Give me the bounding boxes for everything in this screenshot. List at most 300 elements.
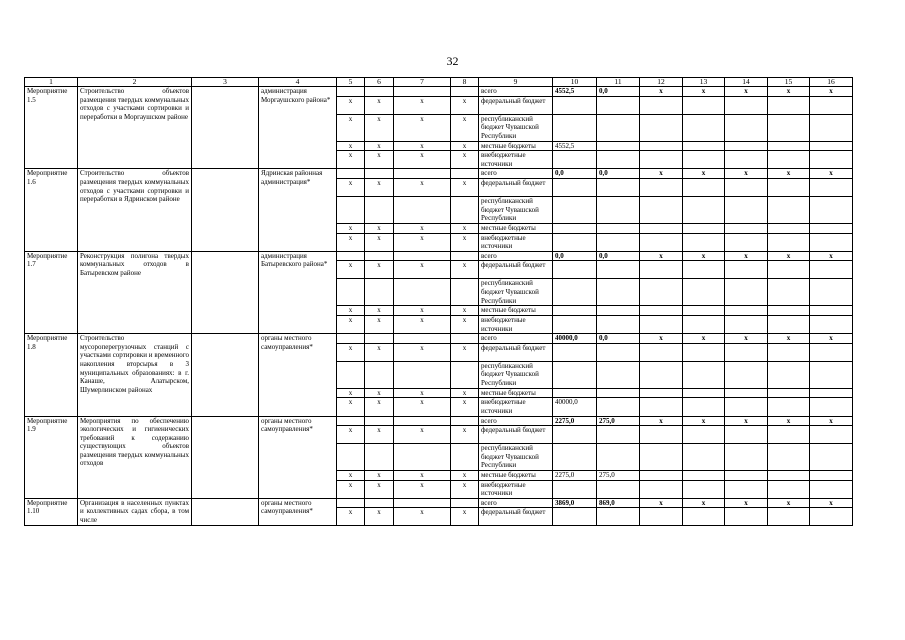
responsible-executor: Ядринская районная администрация* (259, 169, 337, 251)
code-cell (337, 279, 365, 306)
amount-cell (553, 480, 597, 498)
amount-cell (768, 141, 810, 151)
code-cell (365, 444, 394, 471)
code-cell (394, 196, 451, 223)
amount-cell (553, 178, 597, 196)
amount-cell (683, 426, 725, 444)
code-cell: х (451, 306, 479, 316)
amount-cell (725, 471, 768, 481)
amount-cell (640, 306, 683, 316)
amount-cell (553, 279, 597, 306)
measure-id: Мероприятие 1.9 (25, 416, 78, 498)
code-cell: х (394, 233, 451, 251)
amount-cell (597, 426, 640, 444)
amount-cell (768, 388, 810, 398)
amount-cell (597, 279, 640, 306)
code-cell: х (451, 480, 479, 498)
code-cell: х (337, 388, 365, 398)
amount-cell (597, 233, 640, 251)
amount-cell (768, 223, 810, 233)
amount-cell: 0,0 (597, 334, 640, 344)
amount-cell: 2275,0 (553, 471, 597, 481)
amount-cell: х (725, 87, 768, 97)
amount-cell (810, 96, 853, 114)
code-cell: х (394, 114, 451, 141)
amount-cell (768, 361, 810, 388)
code-cell (337, 169, 365, 179)
code-cell: х (394, 471, 451, 481)
amount-cell: х (810, 87, 853, 97)
amount-cell (768, 196, 810, 223)
amount-cell (810, 114, 853, 141)
code-cell (337, 444, 365, 471)
amount-cell (810, 315, 853, 333)
amount-cell (640, 196, 683, 223)
amount-cell (597, 141, 640, 151)
amount-cell (683, 114, 725, 141)
amount-cell (640, 261, 683, 279)
measure-id: Мероприятие 1.8 (25, 334, 78, 416)
amount-cell (768, 233, 810, 251)
amount-cell: х (768, 334, 810, 344)
amount-cell (640, 151, 683, 169)
amount-cell (683, 261, 725, 279)
code-cell: х (394, 480, 451, 498)
amount-cell: х (683, 87, 725, 97)
amount-cell (553, 306, 597, 316)
code-cell: х (337, 306, 365, 316)
funding-source: республиканский бюджет Чувашской Республики (479, 196, 553, 223)
amount-cell (810, 444, 853, 471)
amount-cell (597, 398, 640, 416)
code-cell: х (394, 306, 451, 316)
amount-cell (640, 361, 683, 388)
amount-cell: 0,0 (553, 169, 597, 179)
amount-cell: 4552,5 (553, 87, 597, 97)
code-cell (394, 444, 451, 471)
code-cell (394, 416, 451, 426)
amount-cell (810, 361, 853, 388)
amount-cell: х (810, 416, 853, 426)
amount-cell: 0,0 (597, 251, 640, 261)
amount-cell: х (768, 169, 810, 179)
amount-cell: 275,0 (597, 471, 640, 481)
code-cell: х (365, 508, 394, 526)
amount-cell (597, 315, 640, 333)
code-cell: х (451, 426, 479, 444)
code-cell: х (451, 114, 479, 141)
empty-cell (192, 251, 259, 333)
code-cell (365, 169, 394, 179)
measure-id: Мероприятие 1.7 (25, 251, 78, 333)
code-cell: х (451, 178, 479, 196)
measure-name: Организация в населенных пунктах и коллективных садах сбора, в том числе (78, 498, 192, 526)
amount-cell (553, 343, 597, 361)
measure-id: Мероприятие 1.6 (25, 169, 78, 251)
code-cell: х (394, 343, 451, 361)
code-cell: х (451, 141, 479, 151)
column-number: 16 (810, 78, 853, 87)
amount-cell (683, 141, 725, 151)
code-cell: х (394, 151, 451, 169)
code-cell (337, 361, 365, 388)
amount-cell (725, 315, 768, 333)
amount-cell (683, 444, 725, 471)
amount-cell (640, 279, 683, 306)
funding-source: всего (479, 87, 553, 97)
amount-cell (768, 444, 810, 471)
amount-cell (640, 480, 683, 498)
table-row (25, 416, 853, 426)
amount-cell (597, 444, 640, 471)
amount-cell: х (810, 498, 853, 508)
amount-cell: х (810, 251, 853, 261)
amount-cell (683, 233, 725, 251)
amount-cell (683, 398, 725, 416)
amount-cell (597, 151, 640, 169)
amount-cell (597, 178, 640, 196)
amount-cell (725, 444, 768, 471)
code-cell (337, 416, 365, 426)
code-cell: х (337, 141, 365, 151)
amount-cell: х (810, 334, 853, 344)
amount-cell (640, 426, 683, 444)
amount-cell: х (768, 251, 810, 261)
code-cell (394, 279, 451, 306)
code-cell (365, 87, 394, 97)
amount-cell (553, 196, 597, 223)
code-cell: х (365, 151, 394, 169)
amount-cell (725, 398, 768, 416)
code-cell: х (451, 315, 479, 333)
table-row (25, 87, 853, 97)
column-number: 5 (337, 78, 365, 87)
code-cell (451, 87, 479, 97)
empty-cell (192, 87, 259, 169)
amount-cell (810, 141, 853, 151)
amount-cell (683, 306, 725, 316)
amount-cell (640, 508, 683, 526)
amount-cell (683, 279, 725, 306)
column-number: 10 (553, 78, 597, 87)
code-cell: х (337, 261, 365, 279)
code-cell: х (365, 141, 394, 151)
responsible-executor: администрация Моргаушского района* (259, 87, 337, 169)
amount-cell (553, 114, 597, 141)
column-number-row (25, 78, 853, 87)
amount-cell (768, 151, 810, 169)
amount-cell (725, 178, 768, 196)
funding-source: всего (479, 498, 553, 508)
amount-cell (553, 426, 597, 444)
table-row (25, 498, 853, 508)
code-cell: х (394, 315, 451, 333)
amount-cell: 40000,0 (553, 334, 597, 344)
code-cell: х (451, 508, 479, 526)
amount-cell (725, 261, 768, 279)
amount-cell (768, 315, 810, 333)
amount-cell (683, 361, 725, 388)
amount-cell (640, 233, 683, 251)
funding-source: республиканский бюджет Чувашской Республики (479, 444, 553, 471)
amount-cell (683, 315, 725, 333)
code-cell: х (394, 96, 451, 114)
amount-cell (683, 471, 725, 481)
measure-id: Мероприятие 1.5 (25, 87, 78, 169)
code-cell: х (394, 388, 451, 398)
column-number: 11 (597, 78, 640, 87)
amount-cell (725, 151, 768, 169)
code-cell: х (365, 471, 394, 481)
amount-cell (683, 388, 725, 398)
amount-cell (768, 261, 810, 279)
column-number: 14 (725, 78, 768, 87)
funding-source: республиканский бюджет Чувашской Республики (479, 114, 553, 141)
amount-cell (597, 343, 640, 361)
code-cell (451, 251, 479, 261)
amount-cell (640, 343, 683, 361)
code-cell (394, 498, 451, 508)
code-cell (451, 334, 479, 344)
amount-cell (725, 96, 768, 114)
code-cell: х (337, 471, 365, 481)
code-cell: х (394, 261, 451, 279)
empty-cell (192, 169, 259, 251)
amount-cell (640, 471, 683, 481)
amount-cell: 275,0 (597, 416, 640, 426)
amount-cell: 0,0 (597, 169, 640, 179)
amount-cell (553, 96, 597, 114)
code-cell: х (365, 114, 394, 141)
amount-cell (597, 361, 640, 388)
table-row (25, 169, 853, 179)
table-row (25, 334, 853, 344)
code-cell: х (451, 471, 479, 481)
funding-source: всего (479, 416, 553, 426)
responsible-executor: органы местного самоуправления* (259, 498, 337, 526)
measure-name: Реконструкция полигона твердых коммунальных отходов в Батыревском районе (78, 251, 192, 333)
amount-cell (810, 426, 853, 444)
funding-source: федеральный бюджет (479, 426, 553, 444)
code-cell: х (337, 178, 365, 196)
code-cell (451, 498, 479, 508)
amount-cell (768, 480, 810, 498)
amount-cell: х (683, 416, 725, 426)
amount-cell (768, 114, 810, 141)
amount-cell (725, 343, 768, 361)
code-cell: х (394, 178, 451, 196)
code-cell: х (337, 151, 365, 169)
amount-cell: х (640, 498, 683, 508)
empty-cell (192, 498, 259, 526)
amount-cell (810, 306, 853, 316)
amount-cell (683, 96, 725, 114)
code-cell (394, 334, 451, 344)
code-cell (451, 444, 479, 471)
amount-cell (725, 196, 768, 223)
amount-cell (725, 114, 768, 141)
funding-source: внебюджетные источники (479, 315, 553, 333)
amount-cell (553, 233, 597, 251)
code-cell: х (451, 261, 479, 279)
funding-source: внебюджетные источники (479, 398, 553, 416)
column-number: 12 (640, 78, 683, 87)
amount-cell (553, 361, 597, 388)
amount-cell (725, 426, 768, 444)
code-cell (337, 498, 365, 508)
amount-cell (683, 178, 725, 196)
amount-cell (597, 96, 640, 114)
measure-name: Строительство мусороперегрузочных станций с участками сортировки и временного накопления вторсырья в 3 муниципальных образованиях: в г. Канаше, Алатырском, Шумерлинском районах (78, 334, 192, 416)
amount-cell (768, 471, 810, 481)
amount-cell (725, 361, 768, 388)
amount-cell (640, 96, 683, 114)
amount-cell (553, 444, 597, 471)
amount-cell: х (683, 334, 725, 344)
funding-source: всего (479, 334, 553, 344)
amount-cell (768, 426, 810, 444)
funding-source: внебюджетные источники (479, 480, 553, 498)
responsible-executor: администрация Батыревского района* (259, 251, 337, 333)
amount-cell (768, 398, 810, 416)
funding-source: федеральный бюджет (479, 96, 553, 114)
amount-cell: х (768, 498, 810, 508)
amount-cell: 0,0 (553, 251, 597, 261)
funding-source: местные бюджеты (479, 141, 553, 151)
code-cell: х (394, 141, 451, 151)
code-cell (451, 169, 479, 179)
code-cell (365, 251, 394, 261)
amount-cell (810, 279, 853, 306)
measure-name: Мероприятия по обеспечению экологических и гигиенических требований к содержанию существующих объектов размещения твердых коммунальных отходов (78, 416, 192, 498)
code-cell: х (337, 480, 365, 498)
code-cell: х (451, 388, 479, 398)
amount-cell (640, 315, 683, 333)
code-cell (337, 334, 365, 344)
code-cell (337, 87, 365, 97)
amount-cell (597, 480, 640, 498)
code-cell: х (451, 151, 479, 169)
amount-cell: 40000,0 (553, 398, 597, 416)
amount-cell (768, 178, 810, 196)
amount-cell (768, 343, 810, 361)
amount-cell (597, 114, 640, 141)
amount-cell (810, 233, 853, 251)
code-cell: х (365, 480, 394, 498)
amount-cell (768, 306, 810, 316)
amount-cell (597, 223, 640, 233)
measure-id: Мероприятие 1.10 (25, 498, 78, 526)
code-cell (451, 361, 479, 388)
code-cell: х (365, 388, 394, 398)
amount-cell (768, 279, 810, 306)
amount-cell (640, 388, 683, 398)
amount-cell: х (725, 169, 768, 179)
amount-cell: х (640, 87, 683, 97)
column-number: 6 (365, 78, 394, 87)
code-cell: х (337, 96, 365, 114)
code-cell (451, 279, 479, 306)
code-cell (337, 251, 365, 261)
code-cell (365, 334, 394, 344)
code-cell: х (394, 426, 451, 444)
code-cell (394, 87, 451, 97)
code-cell: х (394, 223, 451, 233)
amount-cell (640, 114, 683, 141)
funding-source: местные бюджеты (479, 388, 553, 398)
funding-source: республиканский бюджет Чувашской Республики (479, 361, 553, 388)
amount-cell: х (683, 169, 725, 179)
amount-cell (768, 96, 810, 114)
empty-cell (192, 416, 259, 498)
code-cell: х (365, 306, 394, 316)
code-cell: х (394, 508, 451, 526)
code-cell (365, 498, 394, 508)
amount-cell (810, 388, 853, 398)
code-cell (365, 279, 394, 306)
amount-cell (553, 315, 597, 333)
code-cell (394, 169, 451, 179)
amount-cell: х (683, 251, 725, 261)
code-cell: х (365, 233, 394, 251)
amount-cell: х (768, 416, 810, 426)
code-cell: х (365, 223, 394, 233)
page-number: 32 (446, 54, 459, 68)
column-number: 8 (451, 78, 479, 87)
amount-cell (553, 223, 597, 233)
amount-cell (597, 196, 640, 223)
funding-source: всего (479, 251, 553, 261)
code-cell: х (337, 223, 365, 233)
amount-cell: х (725, 334, 768, 344)
code-cell: х (365, 343, 394, 361)
code-cell: х (337, 508, 365, 526)
amount-cell (553, 261, 597, 279)
amount-cell: 3869,0 (553, 498, 597, 508)
funding-source: федеральный бюджет (479, 508, 553, 526)
column-number: 3 (192, 78, 259, 87)
code-cell: х (365, 96, 394, 114)
code-cell: х (365, 426, 394, 444)
amount-cell: 869,0 (597, 498, 640, 508)
amount-cell (810, 471, 853, 481)
code-cell: х (394, 398, 451, 416)
code-cell (365, 416, 394, 426)
amount-cell (725, 141, 768, 151)
amount-cell: х (683, 498, 725, 508)
amount-cell (725, 508, 768, 526)
amount-cell (810, 480, 853, 498)
code-cell: х (451, 233, 479, 251)
amount-cell (553, 388, 597, 398)
amount-cell (810, 151, 853, 169)
code-cell (394, 361, 451, 388)
amount-cell (683, 480, 725, 498)
measure-name: Строительство объектов размещения твердых коммунальных отходов с участками сортировки и переработки в Ядринском районе (78, 169, 192, 251)
column-number: 13 (683, 78, 725, 87)
amount-cell (640, 223, 683, 233)
amount-cell (725, 388, 768, 398)
amount-cell: х (725, 251, 768, 261)
funding-source: федеральный бюджет (479, 261, 553, 279)
measure-name: Строительство объектов размещения твердых коммунальных отходов с участками сортировки и переработки в Моргаушском районе (78, 87, 192, 169)
amount-cell: х (640, 416, 683, 426)
amount-cell (597, 261, 640, 279)
code-cell: х (365, 261, 394, 279)
amount-cell (810, 261, 853, 279)
code-cell: х (337, 426, 365, 444)
column-number: 1 (25, 78, 78, 87)
